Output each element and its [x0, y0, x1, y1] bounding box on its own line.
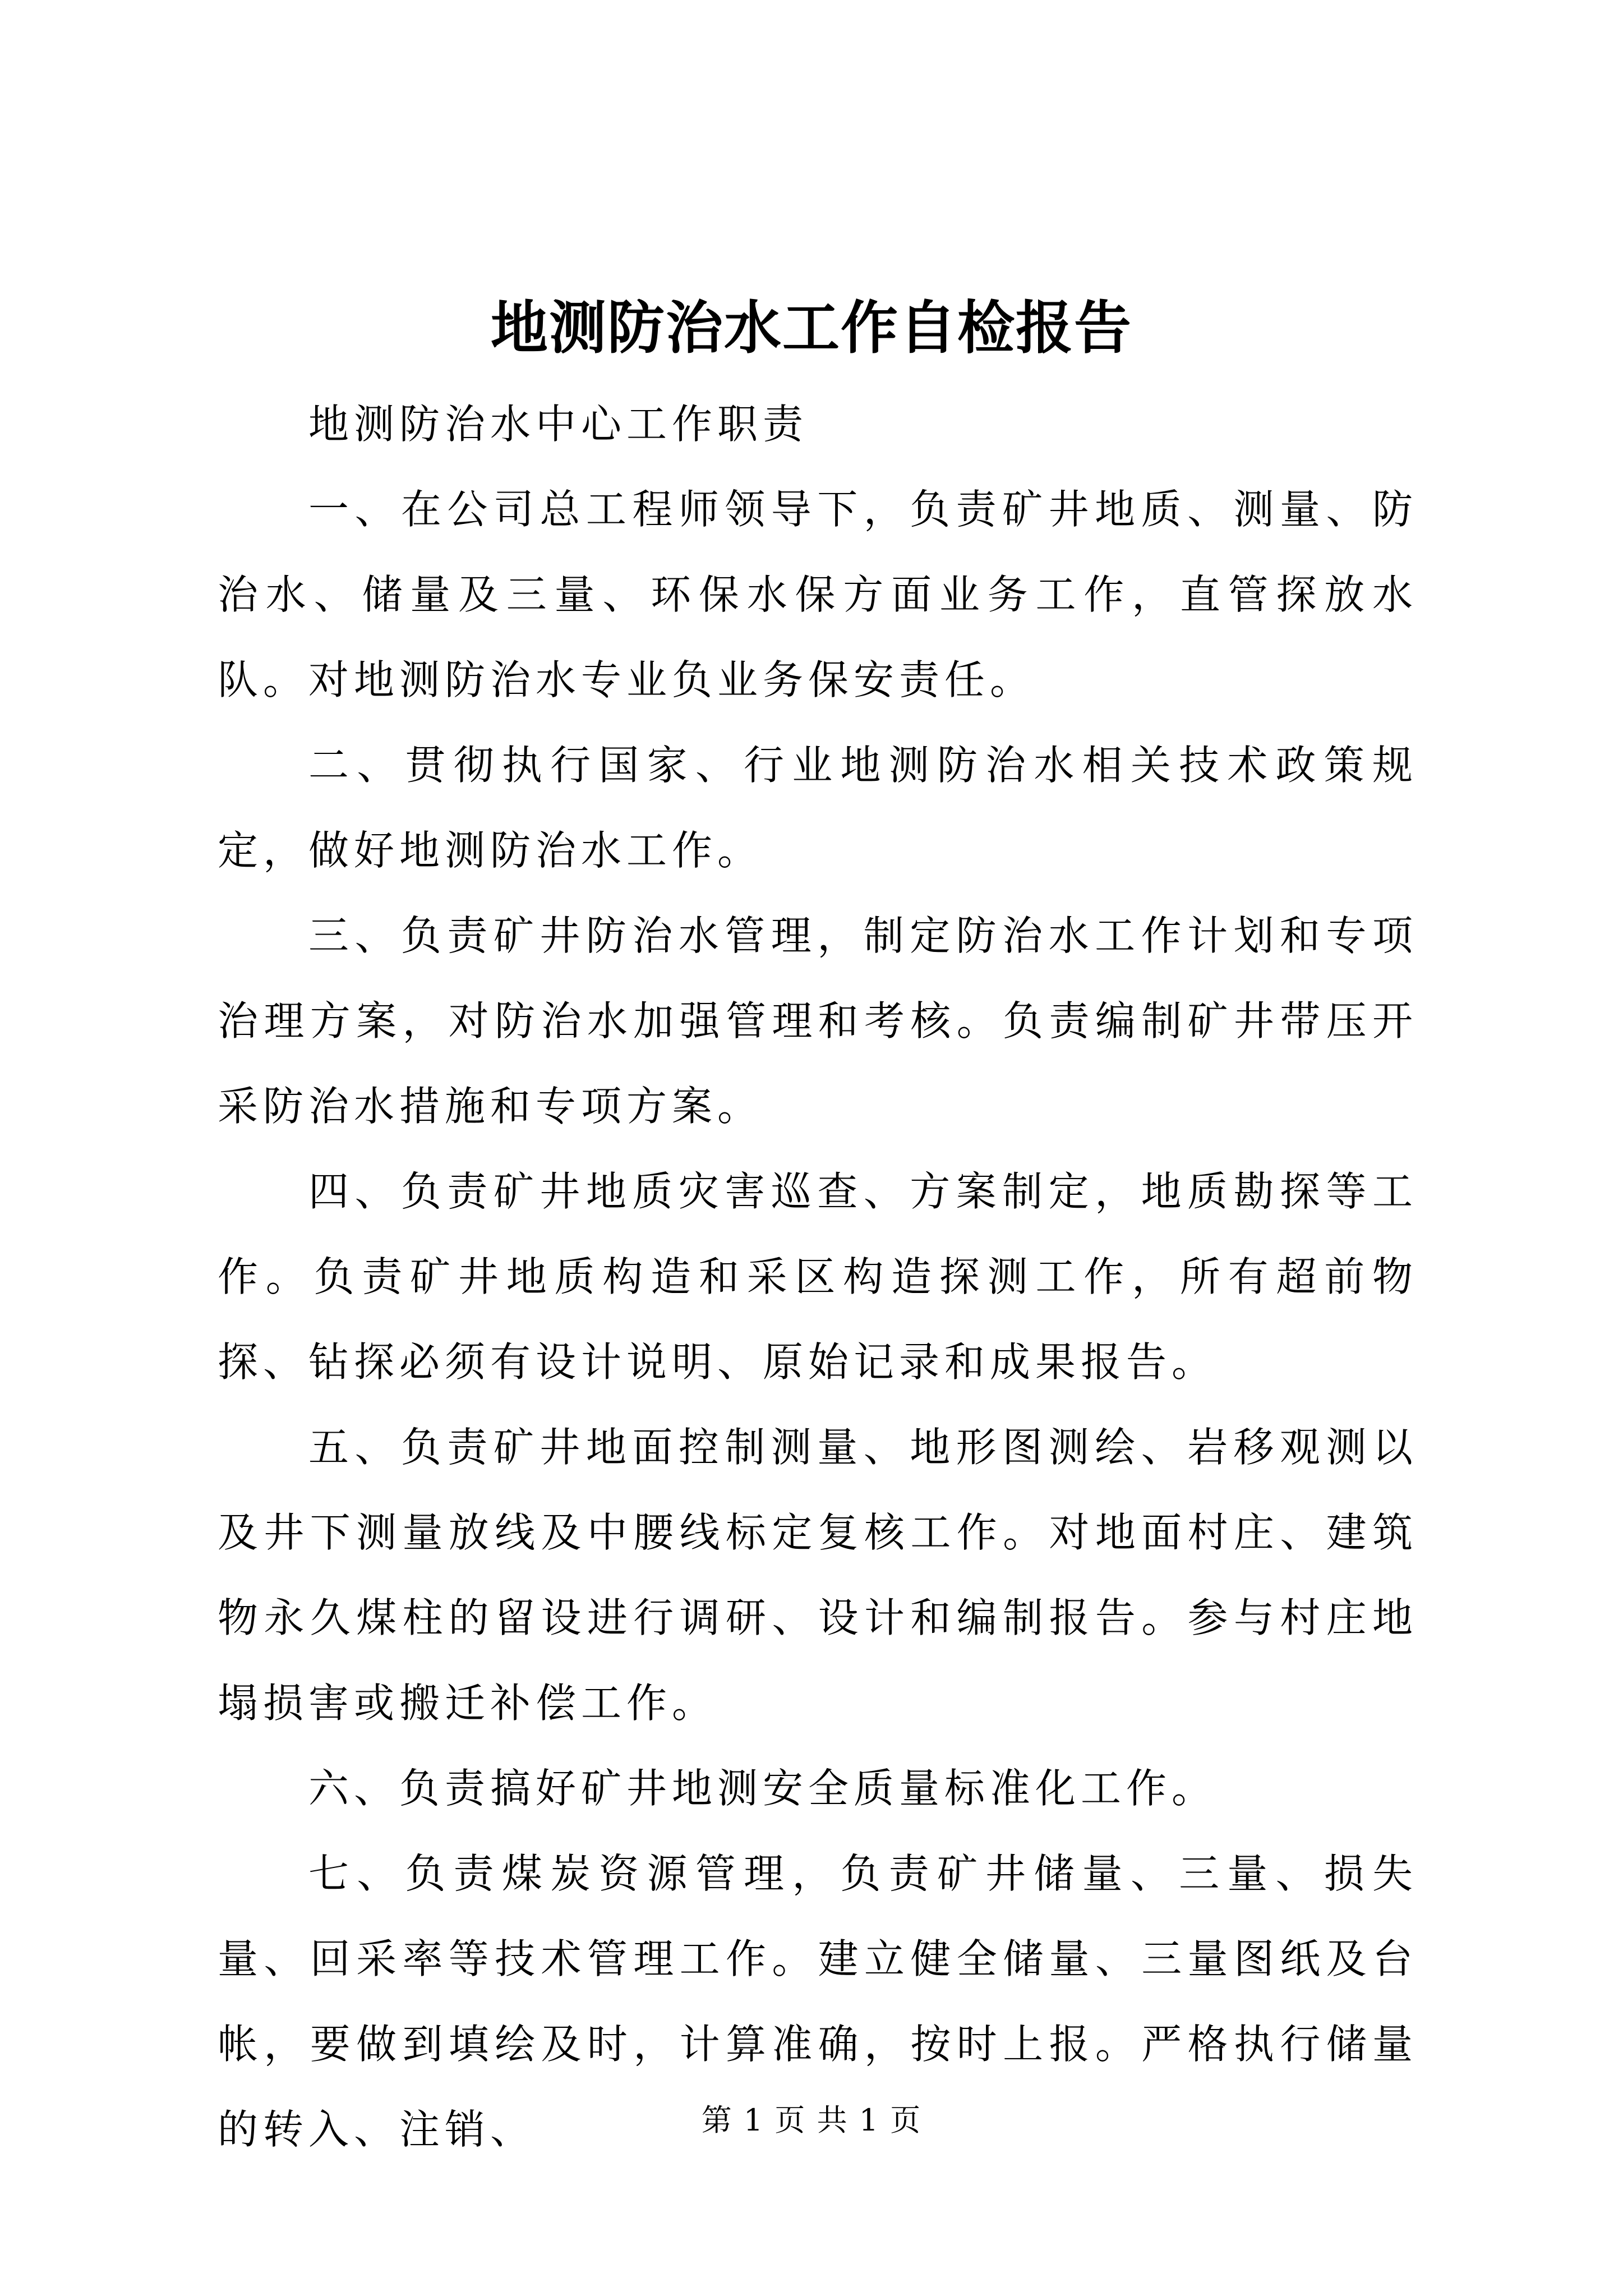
- paragraph-item-5: 五、负责矿井地面控制测量、地形图测绘、岩移观测以及井下测量放线及中腰线标定复核工作。对地面村庄、建筑物永久煤柱的留设进行调研、设计和编制报告。参与村庄地塌损害或搬迁补偿工作。: [218, 1424, 1418, 1727]
- paragraph-item-7: 七、负责煤炭资源管理，负责矿井储量、三量、损失量、回采率等技术管理工作。建立健全储量、三量图纸及台帐，要做到填绘及时，计算准确，按时上报。严格执行储量的转入、注销、: [218, 1850, 1418, 2153]
- document-title: 地测防治水工作自检报告: [491, 295, 1132, 362]
- paragraph-item-1: 一、在公司总工程师领导下，负责矿井地质、测量、防治水、储量及三量、环保水保方面业务工作，直管探放水队。对地测防治水专业负业务保安责任。: [218, 486, 1418, 703]
- paragraph-item-2: 二、贯彻执行国家、行业地测防治水相关技术政策规定，做好地测防治水工作。: [218, 742, 1418, 874]
- document-body: [218, 381, 1418, 2172]
- page-footer: 第 1 页 共 1 页: [701, 2102, 922, 2138]
- paragraph-item-4: 四、负责矿井地质灾害巡查、方案制定，地质勘探等工作。负责矿井地质构造和采区构造探测工作，所有超前物探、钻探必须有设计说明、原始记录和成果报告。: [218, 1168, 1418, 1386]
- paragraph-item-3: 三、负责矿井防治水管理，制定防治水工作计划和专项治理方案，对防治水加强管理和考核。负责编制矿井带压开采防治水措施和专项方案。: [218, 912, 1418, 1130]
- paragraph-heading: 地测防治水中心工作职责: [308, 401, 809, 448]
- paragraph-item-6: 六、负责搞好矿井地测安全质量标准化工作。: [308, 1765, 1218, 1812]
